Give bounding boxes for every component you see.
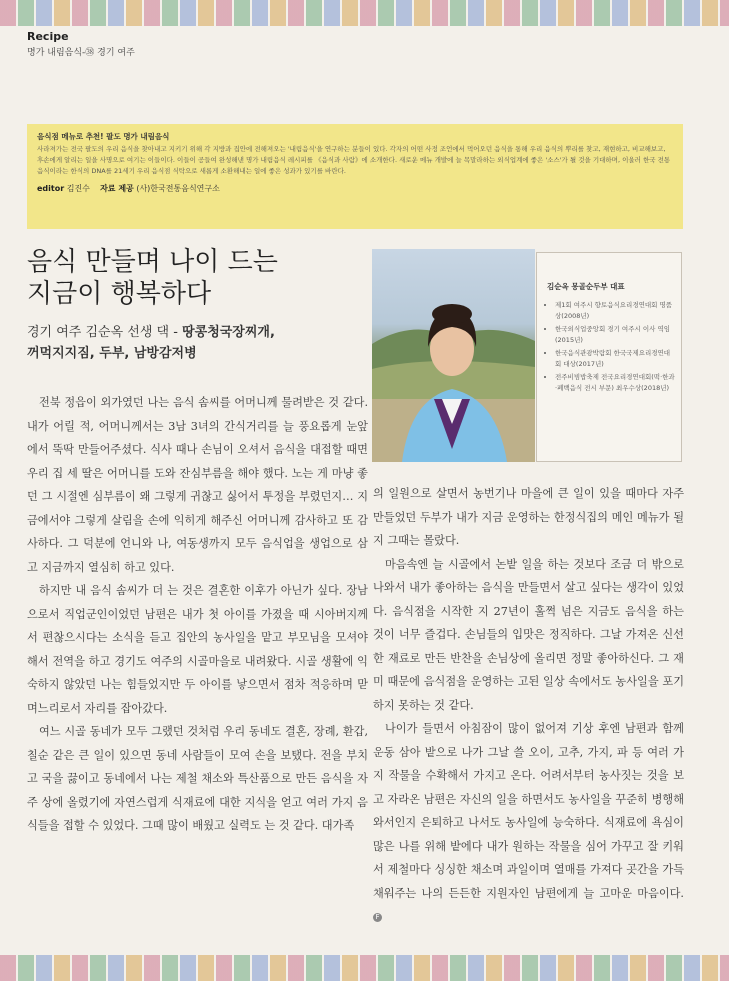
body-paragraph: 마음속엔 늘 시골에서 논밭 일을 하는 것보다 조금 더 밖으로 나와서 내가 좋아하는 음식을 만들면서 살고 싶다는 생각이 있었다. 음식점을 시작한 지 27년이 훌쩍 넘은 지금도 음식을 하는 것이 너무 즐겁다. 손님들의 입맛은 정직하다. 그날 가져온 신선한 재료로 만든 반찬을 손님상에 올리면 정말 좋아하신다. 그 재미 때문에 음식점을 운영하는 고된 일상 속에서도 농사일을 포기하지 못하는 것 같다.	[373, 557, 684, 712]
body-paragraph	[373, 717, 684, 929]
body-paragraph: 전북 정읍이 외가였던 나는 음식 솜씨를 어머니께 물려받은 것 같다. 내가 어릴 적, 어머니께서는 3남 3녀의 간식거리를 늘 풍요롭게 눈앞에서 뚝딱 만들어주셨다. 식사 때나 손님이 오셔서 음식을 대접할 때면 우리 집 세 딸은 어머니를 도와 잔심부름을 해야 했다. 노는 게 마냥 좋던 그 시절엔 심부름이 왜 그렇게 귀찮고 싫어서 투정을 부렸던지… 지금에서야 그렇게 살림을 손에 익히게 해주신 어머니께 감사하고 또 감사하다. 그 덕분에 언니와 나, 여동생까지 모두 음식업을 생업으로 삼고 지금까지 열심히 하고 있다.	[27, 396, 368, 574]
article-headline	[27, 246, 367, 310]
intro-body: 사라져가는 전국 팔도의 우리 음식을 찾아내고 지키기 위해 각 지방과 집안에 전해져오는 '내림음식'을 연구하는 분들이 있다. 각자의 어떤 사정 조언에서 먹어오던 음식을 통해 우리 음식의 뿌리를 찾고, 재현하고, 비교해보고, 후손에게 알리는 일을 사명으로 여기는 이들이다. 이들이 공들여 완성해낸 명가 내림음식 레시피를 《음식과 사람》에 소개한다. 새로운 메뉴 개발에 늘 목말라하는 외식업계에 좋은 '소스'가 될 것을 기대하며, 이울러 한국 전통 음식이라는 한식의 DNA를 21세기 우리 음식점 식탁으로 새롭게 소환해내는 일에 좋은 성과가 있기를 바란다.	[37, 145, 671, 175]
credits	[37, 183, 673, 194]
body-column-right	[373, 482, 684, 929]
subhead-prefix: 경기 여주 김순옥 선생 댁 -	[27, 325, 183, 340]
body-paragraph: 하지만 내 음식 솜씨가 더 는 것은 결혼한 이후가 아닌가 싶다. 장남으로서 직업군인이었던 남편은 내가 첫 아이를 가졌을 때 시아버지께서 편찮으시다는 소식을 듣고 집안의 농사일을 맡고 부모님을 모셔야 해서 전역을 하고 경기도 여주의 시골마을로 내려왔다. 시골 생활에 익숙하지 않았던 나는 힘들었지만 두 아이를 낳으면서 점차 적응하며 맏며느리로서 자리를 잡아갔다.	[27, 584, 368, 715]
body-paragraph: 여느 시골 동네가 모두 그랬던 것처럼 우리 동네도 결혼, 장례, 환갑, 칠순 같은 큰 일이 있으면 동네 사람들이 모여 손을 보탰다. 전을 부치고 국을 끓이고 동네에서 나는 제철 채소와 특산품으로 만든 음식을 자주 상에 올렸기에 자연스럽게 식재료에 대한 지식을 얻고 여러 가지 음식들을 접할 수 있었다. 그때 많이 배웠고 실력도 는 것 같다. 대가족	[27, 725, 368, 832]
body-column-left	[27, 391, 368, 838]
headline-line-2: 지금이 행복하다	[27, 279, 212, 309]
headline-line-1: 음식 만들며 나이 드는	[27, 247, 278, 277]
chef-awards-list	[547, 300, 675, 393]
intro-title: 음식점 메뉴로 추천! 팔도 명가 내림음식	[37, 132, 170, 141]
award-item: • 제1회 여주시 향토음식요리경연대회 명품상(2008년)	[555, 300, 675, 321]
body-paragraph-text: 나이가 들면서 아침잠이 많이 없어져 기상 후엔 남편과 함께 운동 삼아 밭으로 나가 그날 쓸 오이, 고추, 가지, 파 등 여러 가지 작물을 수확해서 가지고 온다. 어려서부터 농사짓는 것을 보고 자라온 남편은 자신의 일을 하면서도 농사일을 꾸준히 병행해와서인지 은퇴하고 나서도 농사일에 능숙하다. 식재료에 욕심이 많은 나를 위해 밭에다 내가 원하는 작물을 심어 가꾸고 잘 키워서 제철마다 싱싱한 채소며 과일이며 열매를 가져다 곳간을 가득 채워주는 나의 든든한 지원자인 남편에게 늘 고마운 마음이다.	[373, 722, 684, 900]
award-item: • 한국음식관광박람회 한국국제요리경연대회 대상(2017년)	[555, 348, 675, 369]
article-subhead	[27, 322, 367, 364]
end-mark-icon: F	[373, 913, 382, 922]
award-item: • 한국외식업중앙회 경기 여주시 이사 역임(2015년)	[555, 324, 675, 345]
source-name: (사)한국전통음식연구소	[136, 184, 220, 193]
subhead-dishes-2: 꺼먹지지짐, 두부, 남방감저병	[27, 346, 197, 361]
chef-portrait-photo	[372, 249, 535, 462]
bottom-pattern-band	[0, 955, 729, 981]
editor-label: editor	[37, 184, 65, 193]
chef-name: 김순옥 몽골순두부 대표	[547, 282, 625, 291]
award-item: • 전주비빔밥축제 전국요리경연대회(떡·한과·폐백음식 전시 부문) 최우수상(2018년)	[555, 372, 675, 393]
chef-bio-box	[536, 252, 682, 462]
top-pattern-band	[0, 0, 729, 26]
body-paragraph: 의 일원으로 살면서 농번기나 마을에 큰 일이 있을 때마다 자주 만들었던 두부가 내가 지금 운영하는 한정식집의 메인 메뉴가 될지 그때는 몰랐다.	[373, 487, 684, 547]
series-title: 명가 내림음식-㊳ 경기 여주	[27, 48, 135, 58]
subhead-dishes-1: 땅콩청국장찌개,	[182, 325, 275, 340]
section-label: Recipe	[27, 30, 69, 43]
editor-name: 김진수	[66, 184, 90, 193]
source-label: 자료 제공	[100, 184, 134, 193]
intro-box	[27, 124, 683, 229]
